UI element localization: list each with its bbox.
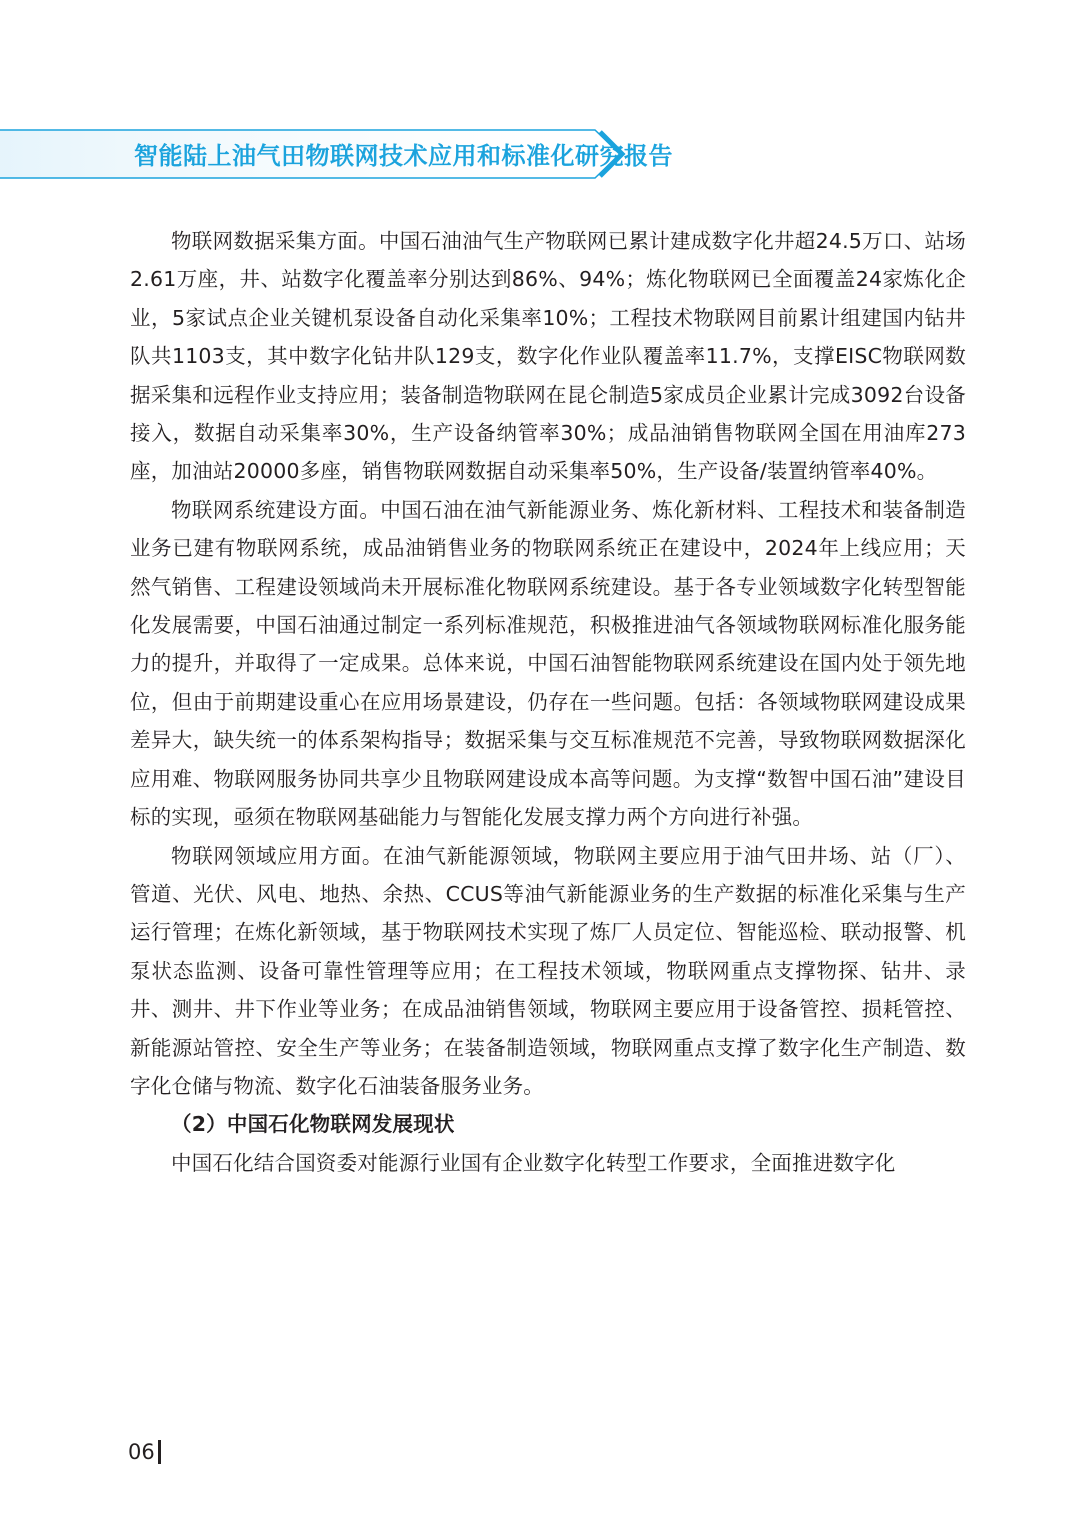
section-subheading: （2）中国石化物联网发展现状: [171, 1112, 455, 1137]
paragraph-sinopec-intro: 中国石化结合国资委对能源行业国有企业数字化转型工作要求，全面推进数字化: [171, 1150, 896, 1175]
page-number-bar: [158, 1440, 161, 1464]
page-number-text: 06: [128, 1440, 155, 1464]
report-title: 智能陆上油气田物联网技术应用和标准化研究报告: [134, 141, 673, 170]
paragraph-data-collection: 物联网数据采集方面。中国石油油气生产物联网已累计建成数字化井超24.5万口、站场2.61万座，井、站数字化覆盖率分别达到86%、94%；炼化物联网已全面覆盖24家炼化企业，5家试点企业关键机泵设备自动化采集率10%；工程技术物联网目前累计组建国内钻井队共1103支，其中数字化钻井队129支，数字化作业队覆盖率11.7%，支撑EISC物联网数据采集和远程作业支持应用；装备制造物联网在昆仑制造5家成员企业累计完成3092台设备接入，数据自动采集率30%，生产设备纳管率30%；成品油销售物联网全国在用油库273座，加油站20000多座，销售物联网数据自动采集率50%，生产设备/装置纳管率40%。: [130, 229, 966, 484]
page-number: [128, 1440, 161, 1464]
body-text: [130, 222, 966, 1182]
paragraph-system-construction: 物联网系统建设方面。中国石油在油气新能源业务、炼化新材料、工程技术和装备制造业务已建有物联网系统，成品油销售业务的物联网系统正在建设中，2024年上线应用；天然气销售、工程建设领域尚未开展标准化物联网系统建设。基于各专业领域数字化转型智能化发展需要，中国石油通过制定一系列标准规范，积极推进油气各领域物联网标准化服务能力的提升，并取得了一定成果。总体来说，中国石油智能物联网系统建设在国内处于领先地位，但由于前期建设重心在应用场景建设，仍存在一些问题。包括：各领域物联网建设成果差异大，缺失统一的体系架构指导；数据采集与交互标准规范不完善，导致物联网数据深化应用难、物联网服务协同共享少且物联网建设成本高等问题。为支撑“数智中国石油”建设目标的实现，亟须在物联网基础能力与智能化发展支撑力两个方向进行补强。: [130, 497, 966, 830]
paragraph-field-application: 物联网领域应用方面。在油气新能源领域，物联网主要应用于油气田井场、站（厂）、管道、光伏、风电、地热、余热、CCUS等油气新能源业务的生产数据的标准化采集与生产运行管理；在炼化新领域，基于物联网技术实现了炼厂人员定位、智能巡检、联动报警、机泵状态监测、设备可靠性管理等应用；在工程技术领域，物联网重点支撑物探、钻井、录井、测井、井下作业等业务；在成品油销售领域，物联网主要应用于设备管控、损耗管控、新能源站管控、安全生产等业务；在装备制造领域，物联网重点支撑了数字化生产制造、数字化仓储与物流、数字化石油装备服务业务。: [130, 843, 966, 1098]
